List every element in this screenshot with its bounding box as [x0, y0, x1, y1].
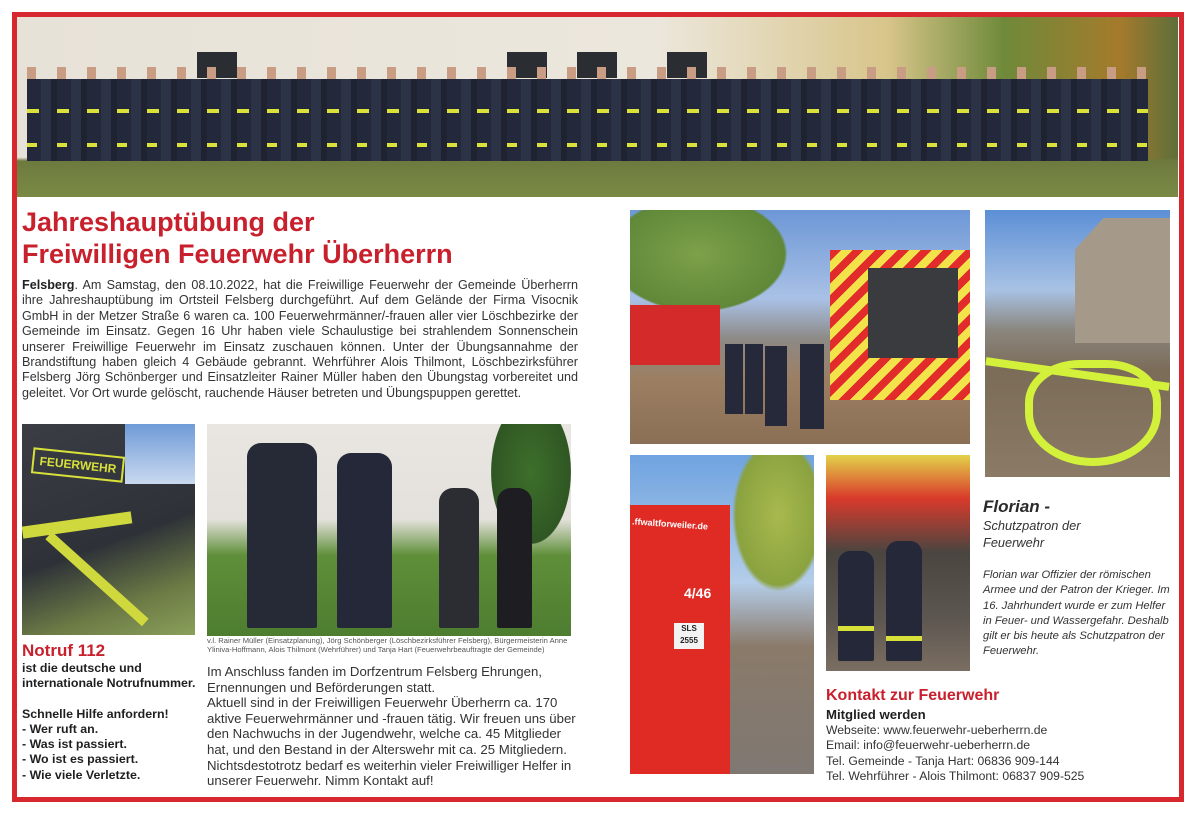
kontakt-title: Kontakt zur Feuerwehr: [826, 687, 1000, 704]
group-photo: [17, 17, 1178, 197]
notruf-info: [22, 661, 202, 783]
plate-line-2: 2555: [680, 636, 698, 645]
tree-leaves: [724, 455, 814, 605]
reflective-band: [45, 532, 148, 626]
person-officer: [337, 453, 392, 628]
hose-photo: [985, 210, 1170, 477]
feuerwehr-patch: FEUERWEHR: [31, 447, 125, 482]
reflective-band: [22, 511, 132, 538]
firefighter: [745, 344, 763, 414]
second-truck: [630, 305, 720, 365]
reflective-band: [886, 636, 922, 641]
firefighter: [838, 551, 874, 661]
notruf-item: - Was ist passiert.: [22, 737, 127, 752]
tree: [630, 210, 800, 320]
firefighter: [800, 344, 824, 429]
person-firefighter: [247, 443, 317, 628]
fire-hose: [1025, 360, 1161, 466]
phone-wehrfuehrer[interactable]: Tel. Wehrführer - Alois Thilmont: 06837 909-525: [826, 769, 1085, 784]
reflective-stripes: [27, 143, 1148, 147]
notruf-heading: Schnelle Hilfe anfordern!: [22, 706, 169, 721]
fire-truck-photo: [630, 210, 970, 444]
ceremony-photo: [207, 424, 571, 636]
florian-title: Florian -: [983, 497, 1051, 516]
paragraph-ceremony: Im Anschluss fanden im Dorfzentrum Felsberg Ehrungen, Ernennungen und Beförderungen statt.: [207, 664, 542, 695]
email-link[interactable]: Email: info@feuerwehr-ueberherrn.de: [826, 738, 1031, 753]
florian-body: Florian war Offizier der römischen Armee und der Patron der Krieger. Im 16. Jahrhundert wurde er zum Helfer in Feuer- und Wassergefahr. Deshalb gilt er bis heute als Schutzpatron der Feuerwehr.: [983, 569, 1170, 658]
florian-subtitle-line: Schutzpatron der: [983, 518, 1081, 533]
article-intro: [22, 278, 578, 401]
headline-line-1: Jahreshauptübung der: [22, 207, 315, 237]
headline-line-2: Freiwilligen Feuerwehr Überherrn: [22, 239, 453, 269]
notruf-item: - Wo ist es passiert.: [22, 752, 139, 767]
license-plate: [674, 623, 704, 649]
paragraph-membership: Aktuell sind in der Freiwilligen Feuerwehr Überherrn ca. 170 aktive Feuerwehrmänner und -frauen tätig. Wir freuen uns über den Nachwuchs in der Jugendwehr, welche ca. 45 Mitglieder hat, und den Bestand in der Alterswehr mit ca. 25 Mitgliedern. Nichtsdestotrotz bedarf es weiterhin vieler Freiwilliger Helfer in unserer Feuerwehr. Nimm Kontakt auf!: [207, 695, 576, 789]
firefighter-crowd: [27, 79, 1148, 161]
article-continuation: [207, 664, 577, 789]
plate-line-1: SLS: [681, 624, 697, 633]
equipment-bay: [868, 268, 958, 358]
intro-text: . Am Samstag, den 08.10.2022, hat die Freiwillige Feuerwehr der Gemeinde Überherrn ihre Jahreshauptübung im Ortsteil Felsberg durchgeführt. Auf dem Gelände der Firma Visocnik GmbH in der Metzer Straße 6 waren ca. 100 Feuerwehrmänner/-frauen aller vier Löschbezirke der Gemeinde im Einsatz. Gegen 16 Uhr haben viele Schaulustige bei strahlendem Sonnenschein unserer Freiwillige Feuerwehr im Einsatz zuschauen können. Unter der Übungsannahme der Brandstiftung haben gleich 4 Gebäude gebrannt. Wehrführer Alois Thilmont, Löschbezirksführer Felsberg Jörg Schönberger und Einsatzleiter Rainer Müller haben den Übungstag vorbereitet und geleitet. Vor Ort wurde gelöscht, rauchende Häuser betreten und Übungspuppen gerettet.: [22, 278, 578, 400]
fire-engine: [830, 250, 970, 400]
florian-subtitle-line: Feuerwehr: [983, 535, 1045, 550]
firefighter: [725, 344, 743, 414]
notruf-title: Notruf 112: [22, 641, 106, 660]
firefighter: [765, 346, 787, 426]
ladder-truck-photo: [630, 455, 814, 774]
person-mayor: [439, 488, 479, 628]
notruf-description: ist die deutsche und internationale Notrufnummer.: [22, 661, 196, 691]
jacket-photo: [22, 424, 195, 635]
truck-url-text: .ffwaltforweiler.de: [631, 516, 709, 532]
phone-gemeinde[interactable]: Tel. Gemeinde - Tanja Hart: 06836 909-144: [826, 753, 1060, 768]
dateline: Felsberg: [22, 278, 75, 292]
notruf-item: - Wer ruft an.: [22, 721, 99, 736]
equipment-photo: [826, 455, 970, 671]
kontakt-list: [826, 723, 1084, 785]
article-headline: [22, 206, 582, 270]
truck-number: 4/46: [684, 585, 712, 601]
person-woman: [497, 488, 532, 628]
notruf-item: - Wie viele Verletzte.: [22, 767, 141, 782]
florian-subtitle: [983, 517, 1173, 551]
reflective-band: [838, 626, 874, 631]
website-link[interactable]: Webseite: www.feuerwehr-ueberherrn.de: [826, 723, 1048, 737]
reflective-stripes: [27, 109, 1148, 113]
burning-house: [1075, 218, 1170, 343]
kontakt-subtitle: Mitglied werden: [826, 707, 926, 722]
firefighter: [886, 541, 922, 661]
sky: [125, 424, 195, 484]
photo-caption: v.l. Rainer Müller (Einsatzplanung), Jörg Schönberger (Löschbezirksführer Felsberg), Bürgermeisterin Anne Yliniva-Hoffmann, Alois Thilmont (Wehrführer) und Tanja Hart (Feuerwehrbeauftragte der Gemeinde): [207, 636, 568, 655]
